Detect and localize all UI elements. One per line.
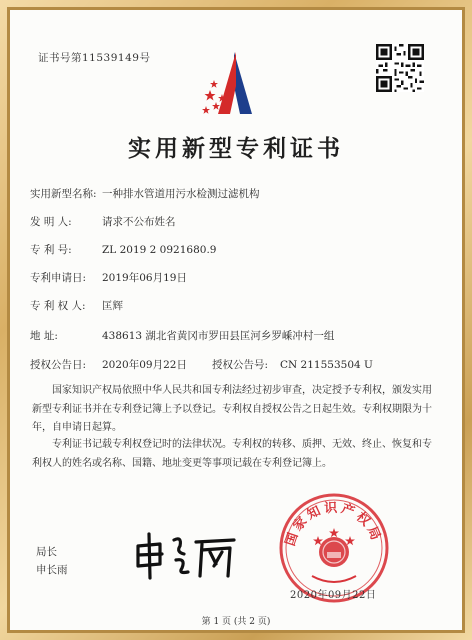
legal-status-paragraph: 专利证书记载专利权登记时的法律状况。专利权的转移、质押、无效、终止、恢复和专利权人的姓名或名称、国籍、地址变更等事项记载在专利登记簿上。 — [32, 439, 432, 469]
field-value: 一种排水管道用污水检测过滤机构 — [102, 188, 260, 200]
page-footer: 第 1 页 (共 2 页) — [201, 617, 271, 627]
certificate-number: 证书号第11539149号 — [38, 52, 151, 64]
handwritten-signature-icon — [130, 530, 240, 582]
field-label: 专 利 权 人: — [30, 300, 86, 312]
signature-title: 局长 — [36, 546, 57, 558]
patent-office-emblem-icon — [200, 50, 270, 122]
grant-date-label: 授权公告日: — [30, 359, 87, 371]
field-utility-model-name — [30, 186, 260, 201]
field-label: 专利申请日: — [30, 272, 87, 284]
field-label: 实用新型名称: — [30, 188, 97, 200]
qr-code-icon — [376, 44, 424, 92]
signature-name: 申长雨 — [36, 564, 68, 576]
field-inventor — [30, 214, 176, 229]
field-application-date — [30, 270, 187, 285]
grant-line — [30, 357, 373, 372]
field-label: 地 址: — [30, 330, 58, 342]
field-address — [30, 328, 334, 343]
field-label: 专 利 号: — [30, 244, 72, 256]
field-label: 发 明 人: — [30, 216, 72, 228]
certificate-title: 实用新型专利证书 — [128, 135, 344, 162]
grant-date-value: 2020年09月22日 — [102, 359, 187, 371]
field-patent-number — [30, 242, 216, 257]
grant-number-value: CN 211553504 U — [280, 359, 373, 371]
field-value: 请求不公布姓名 — [102, 216, 176, 228]
field-patentee — [30, 298, 123, 313]
seal-date: 2020年09月22日 — [290, 590, 377, 601]
certificate-paper — [10, 10, 462, 630]
grant-number-label: 授权公告号: — [212, 359, 269, 371]
seal-text: 国家知识产权局 — [283, 500, 384, 549]
field-value: 2019年06月19日 — [102, 272, 187, 284]
field-value: 438613 湖北省黄冈市罗田县匡河乡罗嵊冲村一组 — [102, 330, 335, 342]
field-value: ZL 2019 2 0921680.9 — [102, 244, 217, 256]
grant-statement-paragraph: 国家知识产权局依照中华人民共和国专利法经过初步审查，决定授予专利权，颁发实用新型专利证书并在专利登记簿上予以登记。专利权自授权公告之日起生效。专利权期限为十年，自申请日起算。 — [32, 385, 432, 433]
field-value: 匡辉 — [102, 300, 123, 312]
